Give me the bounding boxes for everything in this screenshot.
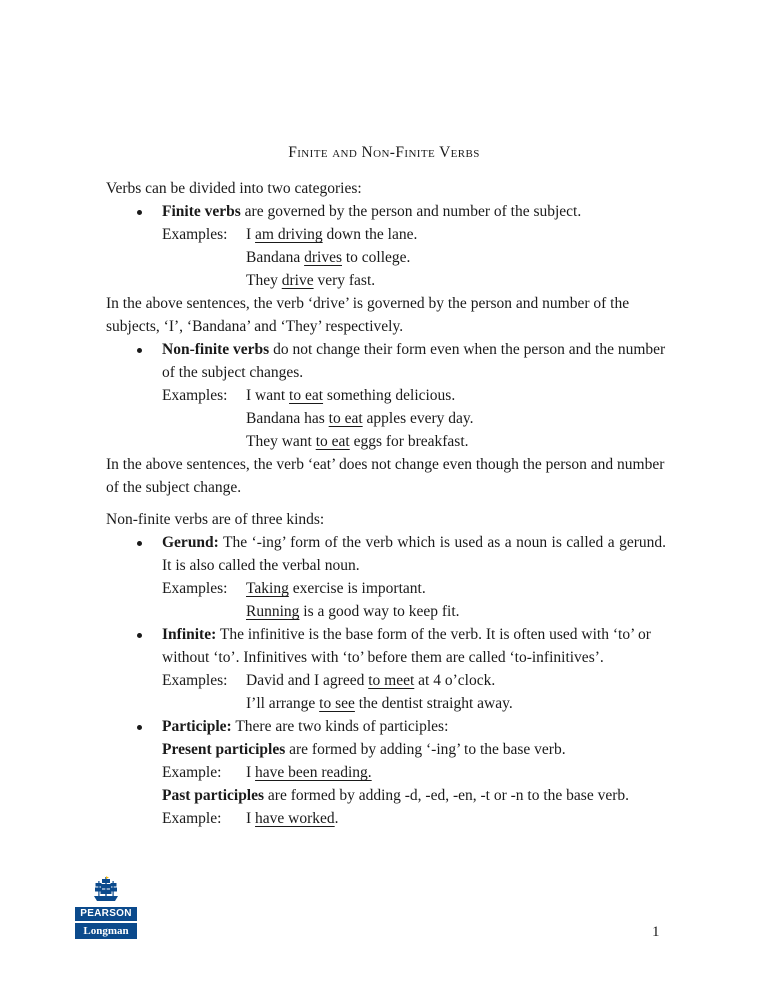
example-sentence: Running is a good way to keep fit.: [246, 603, 460, 620]
logo-line2: Longman: [75, 923, 137, 939]
example-label: Example:: [162, 810, 222, 827]
finite-verbs-definition: Finite verbs are governed by the person and number of the subject.: [106, 200, 666, 223]
example-row: [106, 761, 666, 784]
examples-label: Examples:: [162, 226, 228, 243]
participle-definition: Participle: There are two kinds of participles:: [106, 715, 666, 738]
present-participle-definition: Present participles are formed by adding ‘-ing’ to the base verb.: [162, 741, 566, 758]
logo-line1: PEARSON: [75, 907, 137, 921]
example-sentence: They want to eat eggs for breakfast.: [246, 433, 469, 450]
example-sentence: Bandana drives to college.: [246, 249, 411, 266]
intro-text: Verbs can be divided into two categories:: [106, 180, 362, 197]
document-body: [106, 177, 666, 830]
example-sentence: I want to eat something delicious.: [246, 387, 456, 404]
kinds-intro: Non-finite verbs are of three kinds:: [106, 511, 325, 528]
example-sentence: I am driving down the lane.: [246, 226, 418, 243]
example-sentence: I have been reading.: [246, 764, 372, 781]
pearson-longman-logo: [75, 876, 137, 943]
nonfinite-note: In the above sentences, the verb ‘eat’ does not change even though the person and number of the subject change.: [106, 456, 665, 496]
example-sentence: David and I agreed to meet at 4 o’clock.: [246, 672, 496, 689]
example-row: [106, 807, 666, 830]
example-row: [106, 223, 666, 246]
example-row: [106, 577, 666, 600]
examples-label: Examples:: [162, 580, 228, 597]
example-sentence: Taking exercise is important.: [246, 580, 426, 597]
example-sentence: I’ll arrange to see the dentist straight away.: [246, 695, 513, 712]
example-sentence: They drive very fast.: [246, 272, 376, 289]
ship-icon: [92, 876, 120, 904]
page-title: Finite and Non-Finite Verbs: [288, 144, 480, 162]
nonfinite-verbs-definition: Non-finite verbs do not change their form even when the person and the number of the subject changes.: [106, 338, 666, 384]
example-row: [106, 669, 666, 692]
examples-label: Examples:: [162, 672, 228, 689]
example-sentence: Bandana has to eat apples every day.: [246, 410, 474, 427]
past-participle-definition: Past participles are formed by adding -d, -ed, -en, -t or -n to the base verb.: [162, 787, 630, 804]
example-row: [106, 384, 666, 407]
infinite-definition: Infinite: The infinitive is the base form of the verb. It is often used with ‘to’ or without ‘to’. Infinitives with ‘to’ before them are called ‘to-infinitives’.: [106, 623, 666, 669]
gerund-definition: Gerund: The ‘-ing’ form of the verb which is used as a noun is called a gerund. It is also called the verbal noun.: [106, 531, 666, 577]
page-number: 1: [652, 924, 660, 940]
example-sentence: I have worked.: [246, 810, 339, 827]
finite-note: In the above sentences, the verb ‘drive’ is governed by the person and number of the subjects, ‘I’, ‘Bandana’ and ‘They’ respectively.: [106, 295, 630, 335]
examples-label: Examples:: [162, 387, 228, 404]
example-label: Example:: [162, 764, 222, 781]
